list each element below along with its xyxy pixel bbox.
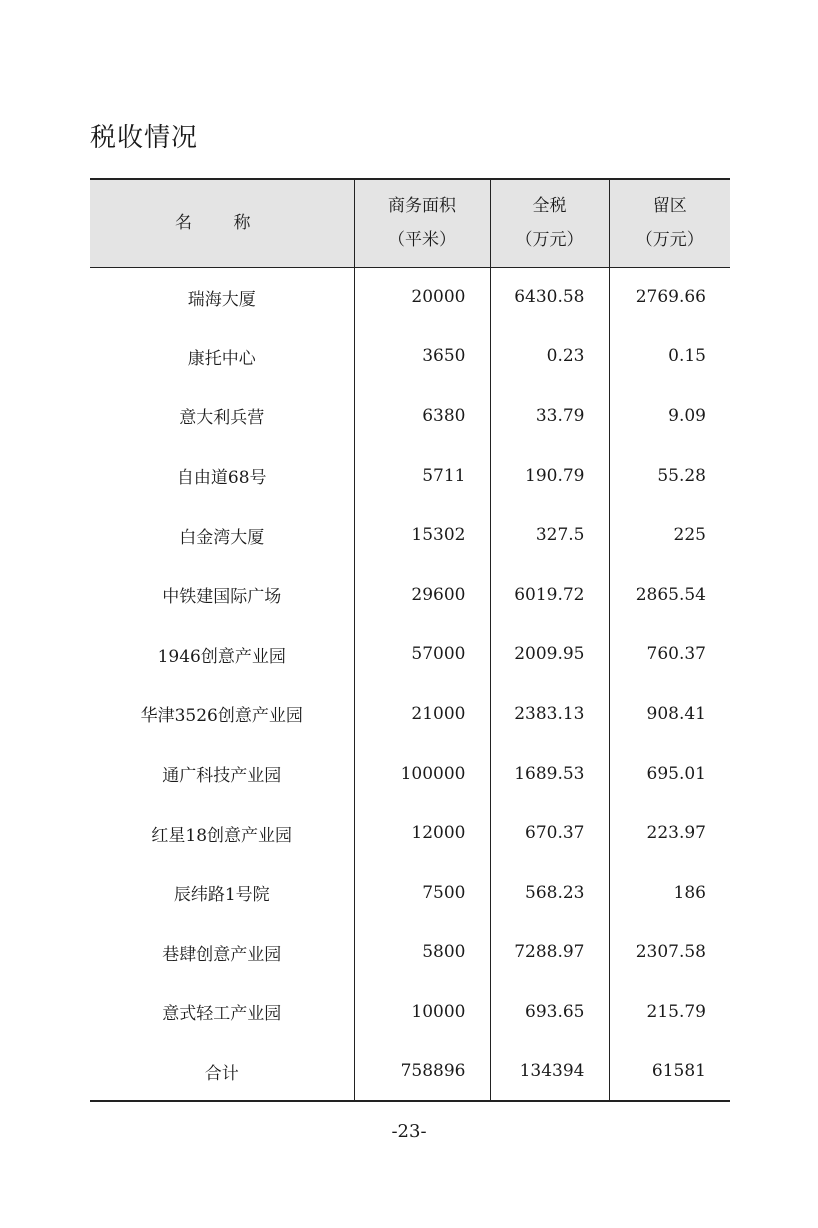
row-name: 白金湾大厦 <box>179 527 265 548</box>
row-tax: 7288.97 <box>490 923 609 983</box>
header-name <box>90 179 354 267</box>
row-name: 通广科技产业园 <box>162 766 282 787</box>
row-name: 意式轻工产业园 <box>162 1004 282 1025</box>
row-name: 中铁建国际广场 <box>162 587 282 608</box>
row-retained: 9.09 <box>609 386 730 446</box>
row-retained: 55.28 <box>609 446 730 506</box>
row-retained: 908.41 <box>609 684 730 744</box>
header-area <box>354 179 490 267</box>
row-tax: 2009.95 <box>490 625 609 685</box>
table-row <box>90 684 730 744</box>
row-retained: 215.79 <box>609 982 730 1042</box>
row-retained: 760.37 <box>609 625 730 685</box>
row-tax: 568.23 <box>490 863 609 923</box>
table-row <box>90 267 730 327</box>
row-name: 1946创意产业园 <box>157 646 286 667</box>
table-header-row <box>90 179 730 267</box>
page-number: -23- <box>391 1121 427 1142</box>
total-label: 合计 <box>90 1042 354 1102</box>
row-tax: 190.79 <box>490 446 609 506</box>
row-tax: 6430.58 <box>490 267 609 327</box>
row-retained: 2307.58 <box>609 923 730 983</box>
row-retained: 2865.54 <box>609 565 730 625</box>
page-title: 税收情况 <box>90 123 199 153</box>
header-name-label: 名 称 <box>175 213 269 234</box>
row-tax: 693.65 <box>490 982 609 1042</box>
header-retained <box>609 179 730 267</box>
row-area: 20000 <box>354 267 490 327</box>
row-name: 瑞海大厦 <box>187 289 256 310</box>
row-tax: 2383.13 <box>490 684 609 744</box>
row-name: 红星18创意产业园 <box>151 825 293 846</box>
row-area: 29600 <box>354 565 490 625</box>
table-row <box>90 505 730 565</box>
table-row <box>90 803 730 863</box>
table-row <box>90 386 730 446</box>
row-area: 57000 <box>354 625 490 685</box>
row-retained: 0.15 <box>609 327 730 387</box>
row-name: 康托中心 <box>187 348 256 369</box>
row-area: 5800 <box>354 923 490 983</box>
row-area: 21000 <box>354 684 490 744</box>
total-area: 758896 <box>354 1042 490 1102</box>
row-area: 3650 <box>354 327 490 387</box>
row-tax: 1689.53 <box>490 744 609 804</box>
row-retained: 186 <box>609 863 730 923</box>
row-name: 意大利兵营 <box>179 408 265 429</box>
header-tax-label: 全税 <box>532 196 567 217</box>
header-retained-label: 留区 <box>652 196 687 217</box>
row-area: 6380 <box>354 386 490 446</box>
row-retained: 2769.66 <box>609 267 730 327</box>
row-tax: 327.5 <box>490 505 609 565</box>
row-tax: 6019.72 <box>490 565 609 625</box>
row-area: 5711 <box>354 446 490 506</box>
table-row <box>90 446 730 506</box>
total-retained: 61581 <box>609 1042 730 1102</box>
row-area: 100000 <box>354 744 490 804</box>
table-row <box>90 327 730 387</box>
table-row <box>90 863 730 923</box>
total-tax: 134394 <box>490 1042 609 1102</box>
row-area: 7500 <box>354 863 490 923</box>
header-retained-unit: （万元） <box>635 230 704 251</box>
row-name: 巷肆创意产业园 <box>162 944 282 965</box>
tax-table <box>90 178 730 1102</box>
table-row <box>90 565 730 625</box>
row-tax: 33.79 <box>490 386 609 446</box>
row-area: 15302 <box>354 505 490 565</box>
row-tax: 670.37 <box>490 803 609 863</box>
header-tax-unit: （万元） <box>515 230 584 251</box>
row-name: 自由道68号 <box>176 468 267 489</box>
row-area: 10000 <box>354 982 490 1042</box>
row-retained: 225 <box>609 505 730 565</box>
header-area-unit: （平米） <box>388 230 456 251</box>
row-name: 辰纬路1号院 <box>173 885 270 906</box>
row-tax: 0.23 <box>490 327 609 387</box>
row-area: 12000 <box>354 803 490 863</box>
header-tax <box>490 179 609 267</box>
table-row <box>90 625 730 685</box>
table-row <box>90 923 730 983</box>
row-retained: 695.01 <box>609 744 730 804</box>
table-row <box>90 744 730 804</box>
table-row <box>90 982 730 1042</box>
table-total-row <box>90 1042 730 1102</box>
row-retained: 223.97 <box>609 803 730 863</box>
header-area-label: 商务面积 <box>388 196 456 217</box>
row-name: 华津3526创意产业园 <box>140 706 303 727</box>
